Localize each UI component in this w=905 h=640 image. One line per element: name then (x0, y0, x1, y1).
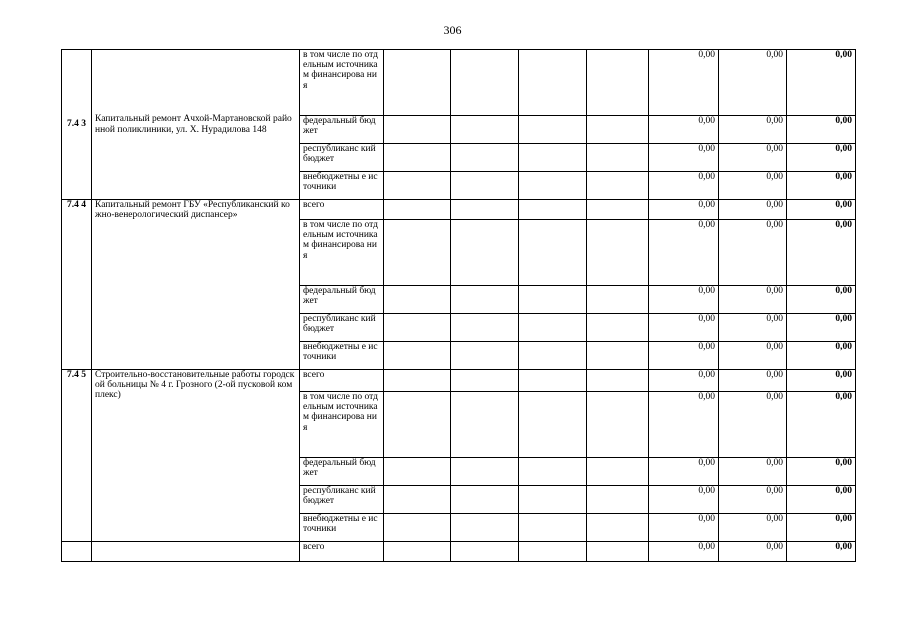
amount-value: 0,00 (719, 50, 787, 116)
empty-cell (384, 370, 451, 392)
amount-value: 0,00 (649, 314, 719, 342)
amount-value: 0,00 (649, 542, 719, 562)
empty-cell (519, 370, 587, 392)
empty-cell (587, 50, 649, 116)
empty-cell (384, 514, 451, 542)
item-name: Капитальный ремонт Ачхой-Мартановской районной поликлиники, ул. Х. Нурадилова 148 (92, 50, 300, 200)
funding-source: всего (300, 200, 384, 220)
amount-value: 0,00 (719, 116, 787, 144)
empty-cell (519, 172, 587, 200)
amount-value: 0,00 (719, 144, 787, 172)
empty-cell (519, 116, 587, 144)
total-value: 0,00 (787, 286, 856, 314)
item-name: Капитальный ремонт ГБУ «Республиканский кожно-венерологический диспансер» (92, 200, 300, 370)
amount-value: 0,00 (719, 392, 787, 458)
total-value: 0,00 (787, 342, 856, 370)
total-value: 0,00 (787, 370, 856, 392)
empty-cell (519, 200, 587, 220)
empty-cell (587, 342, 649, 370)
empty-cell (451, 342, 519, 370)
empty-cell (587, 458, 649, 486)
funding-source: в том числе по отдельным источникам финансирова ния (300, 220, 384, 286)
empty-cell (384, 116, 451, 144)
funding-source: республиканс кий бюджет (300, 486, 384, 514)
empty-cell (519, 286, 587, 314)
amount-value: 0,00 (649, 50, 719, 116)
item-code (62, 542, 92, 562)
funding-source: внебюджетны е источники (300, 172, 384, 200)
funding-source: в том числе по отдельным источникам финансирова ния (300, 50, 384, 116)
amount-value: 0,00 (719, 220, 787, 286)
amount-value: 0,00 (719, 342, 787, 370)
amount-value: 0,00 (649, 144, 719, 172)
empty-cell (451, 370, 519, 392)
table-body (62, 50, 856, 562)
table-row (62, 200, 856, 220)
amount-value: 0,00 (719, 458, 787, 486)
empty-cell (384, 392, 451, 458)
empty-cell (451, 144, 519, 172)
amount-value: 0,00 (649, 392, 719, 458)
funding-source: в том числе по отдельным источникам финансирова ния (300, 392, 384, 458)
funding-source: всего (300, 542, 384, 562)
empty-cell (451, 486, 519, 514)
amount-value: 0,00 (649, 370, 719, 392)
amount-value: 0,00 (719, 486, 787, 514)
empty-cell (587, 514, 649, 542)
empty-cell (384, 220, 451, 286)
funding-source: республиканс кий бюджет (300, 144, 384, 172)
total-value: 0,00 (787, 50, 856, 116)
table-row (62, 50, 856, 116)
empty-cell (384, 342, 451, 370)
item-name (92, 542, 300, 562)
empty-cell (451, 116, 519, 144)
empty-cell (451, 458, 519, 486)
funding-source: республиканс кий бюджет (300, 314, 384, 342)
empty-cell (451, 200, 519, 220)
empty-cell (384, 286, 451, 314)
funding-source: федеральный бюджет (300, 458, 384, 486)
amount-value: 0,00 (649, 172, 719, 200)
amount-value: 0,00 (649, 200, 719, 220)
total-value: 0,00 (787, 172, 856, 200)
table-row (62, 542, 856, 562)
empty-cell (384, 200, 451, 220)
empty-cell (587, 200, 649, 220)
empty-cell (587, 486, 649, 514)
page-number: 306 (443, 23, 462, 37)
empty-cell (519, 392, 587, 458)
amount-value: 0,00 (649, 116, 719, 144)
empty-cell (519, 220, 587, 286)
total-value: 0,00 (787, 200, 856, 220)
empty-cell (587, 116, 649, 144)
empty-cell (587, 220, 649, 286)
empty-cell (451, 314, 519, 342)
empty-cell (451, 50, 519, 116)
amount-value: 0,00 (649, 458, 719, 486)
empty-cell (451, 286, 519, 314)
amount-value: 0,00 (649, 486, 719, 514)
empty-cell (587, 370, 649, 392)
empty-cell (451, 542, 519, 562)
empty-cell (587, 144, 649, 172)
empty-cell (451, 220, 519, 286)
empty-cell (519, 314, 587, 342)
total-value: 0,00 (787, 514, 856, 542)
funding-source: внебюджетны е источники (300, 514, 384, 542)
empty-cell (519, 458, 587, 486)
empty-cell (384, 144, 451, 172)
amount-value: 0,00 (719, 542, 787, 562)
total-value: 0,00 (787, 542, 856, 562)
empty-cell (384, 486, 451, 514)
item-name: Строительно-восстановительные работы городской больницы № 4 г. Грозного (2-ой пусковой комплекс) (92, 370, 300, 542)
amount-value: 0,00 (649, 342, 719, 370)
empty-cell (451, 392, 519, 458)
empty-cell (384, 458, 451, 486)
budget-table (61, 49, 856, 562)
amount-value: 0,00 (719, 286, 787, 314)
empty-cell (384, 314, 451, 342)
table-row (62, 370, 856, 392)
amount-value: 0,00 (719, 370, 787, 392)
empty-cell (451, 172, 519, 200)
empty-cell (519, 50, 587, 116)
empty-cell (519, 514, 587, 542)
amount-value: 0,00 (649, 220, 719, 286)
empty-cell (587, 314, 649, 342)
empty-cell (384, 50, 451, 116)
amount-value: 0,00 (719, 200, 787, 220)
amount-value: 0,00 (649, 286, 719, 314)
funding-source: внебюджетны е источники (300, 342, 384, 370)
funding-source: всего (300, 370, 384, 392)
empty-cell (451, 514, 519, 542)
empty-cell (519, 542, 587, 562)
total-value: 0,00 (787, 392, 856, 458)
amount-value: 0,00 (719, 172, 787, 200)
total-value: 0,00 (787, 486, 856, 514)
total-value: 0,00 (787, 116, 856, 144)
total-value: 0,00 (787, 144, 856, 172)
empty-cell (587, 542, 649, 562)
empty-cell (519, 486, 587, 514)
empty-cell (587, 286, 649, 314)
total-value: 0,00 (787, 220, 856, 286)
empty-cell (519, 342, 587, 370)
funding-source: федеральный бюджет (300, 116, 384, 144)
item-code: 7.4 3 (62, 50, 92, 200)
total-value: 0,00 (787, 314, 856, 342)
empty-cell (384, 542, 451, 562)
funding-source: федеральный бюджет (300, 286, 384, 314)
empty-cell (587, 392, 649, 458)
amount-value: 0,00 (719, 514, 787, 542)
empty-cell (384, 172, 451, 200)
empty-cell (587, 172, 649, 200)
empty-cell (519, 144, 587, 172)
item-code: 7.4 5 (62, 370, 92, 542)
amount-value: 0,00 (649, 514, 719, 542)
item-code: 7.4 4 (62, 200, 92, 370)
amount-value: 0,00 (719, 314, 787, 342)
total-value: 0,00 (787, 458, 856, 486)
